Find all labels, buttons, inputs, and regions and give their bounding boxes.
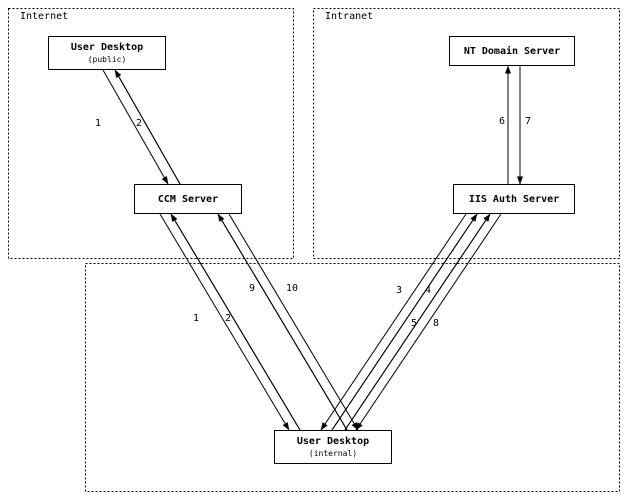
edge-label-10: 10 (286, 283, 299, 294)
node-title: User Desktop (70, 42, 144, 53)
node-title: CCM Server (157, 193, 219, 205)
node-title: User Desktop (296, 436, 370, 447)
edge-label-2-internal: 2 (225, 313, 232, 324)
node-title: NT Domain Server (463, 45, 561, 57)
node-user-desktop-internal[interactable] (274, 430, 392, 464)
edge-label-1-internal: 1 (193, 313, 200, 324)
zone-label-intranet: Intranet (325, 11, 374, 22)
node-nt-domain-server[interactable] (449, 36, 575, 66)
connection-nt-iis (508, 66, 520, 184)
edge-label-2-public: 2 (136, 118, 143, 129)
edge-label-7: 7 (525, 116, 532, 127)
edge-label-6: 6 (499, 116, 506, 127)
node-subtitle: (public) (87, 55, 127, 64)
edge-label-5: 5 (411, 318, 418, 329)
connection-ccm-to-public (115, 70, 180, 184)
edge-label-9: 9 (249, 283, 256, 294)
node-ccm-server[interactable] (134, 184, 242, 214)
edge-label-3: 3 (396, 285, 403, 296)
node-subtitle: (internal) (308, 449, 358, 458)
edge-label-1-public: 1 (95, 118, 102, 129)
connection-ccm-internal (160, 214, 358, 430)
zone-label-internet: Internet (20, 11, 69, 22)
node-iis-auth-server[interactable] (453, 184, 575, 214)
node-title: IIS Auth Server (468, 193, 560, 205)
node-user-desktop-public[interactable] (48, 36, 166, 70)
edge-label-4: 4 (425, 285, 432, 296)
edge-label-8: 8 (433, 318, 440, 329)
